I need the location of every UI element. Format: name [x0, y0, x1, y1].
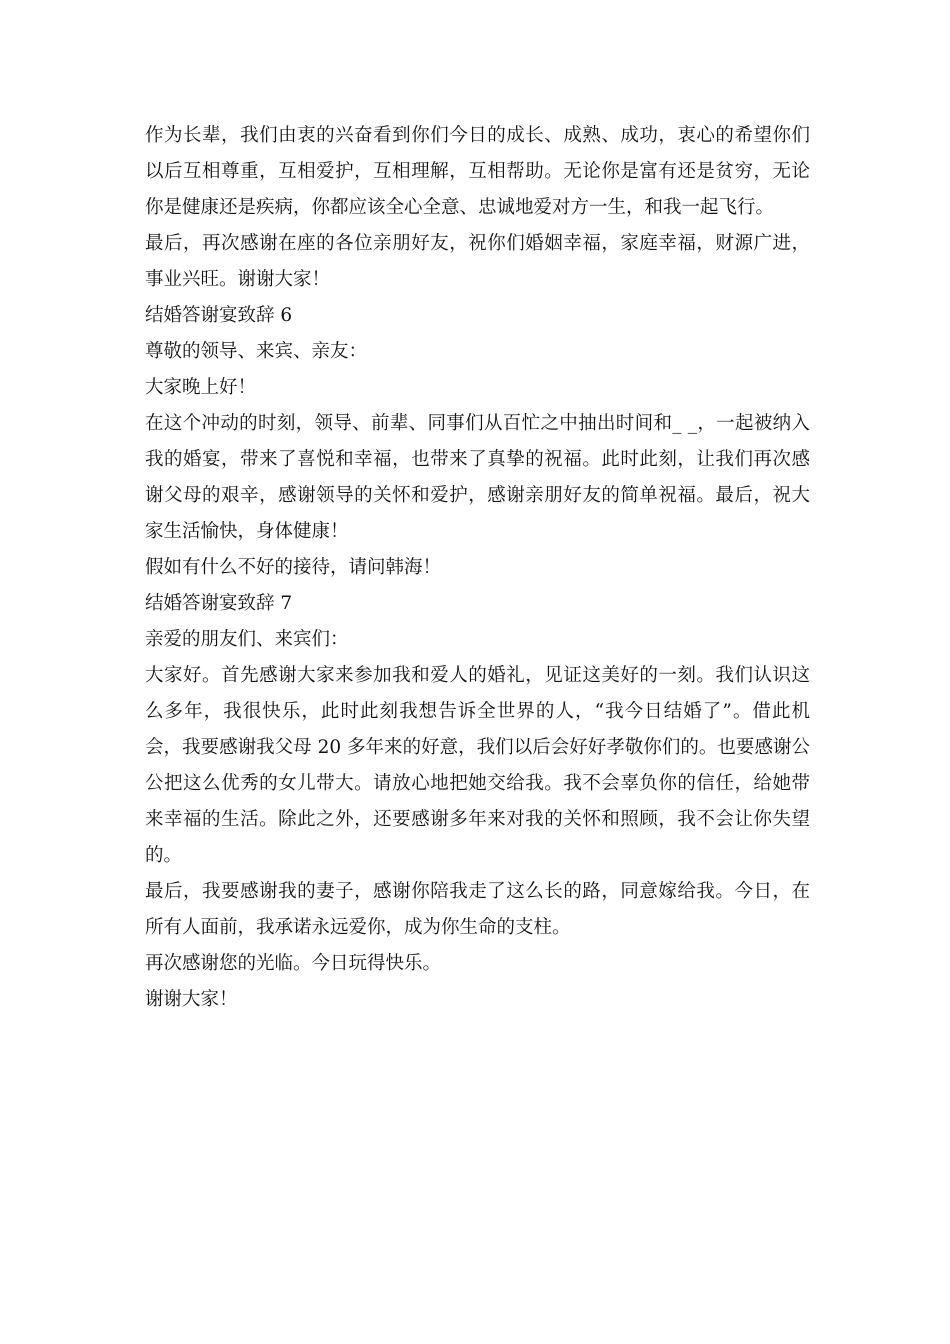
salutation-6: 尊敬的领导、来宾、亲友： [145, 341, 368, 362]
paragraph-speech-6: 在这个冲动的时刻，领导、前辈、同事们从百忙之中抽出时间和_ _，一起被纳入我的婚宴，带来了喜悦和幸福，也带来了真挚的祝福。此时此刻，让我们再次感谢父母的艰辛，感谢领导的关怀和爱护，感谢亲朋好友的简单祝福。最后，祝大家生活愉快，身体健康！ [145, 413, 810, 542]
paragraph-closing-thanks: 最后，再次感谢在座的各位亲朋好友，祝你们婚姻幸福，家庭幸福，财源广进，事业兴旺。谢谢大家！ [145, 233, 810, 290]
document-body [145, 118, 810, 1018]
section-heading-7: 结婚答谢宴致辞 7 [145, 593, 293, 614]
paragraph-thank-you-7: 谢谢大家！ [145, 989, 238, 1010]
paragraph-elder-wishes: 作为长辈，我们由衷的兴奋看到你们今日的成长、成熟、成功，衷心的希望你们以后互相尊重，互相爱护，互相理解，互相帮助。无论你是富有还是贫穷，无论你是健康还是疾病，你都应该全心全意、忠诚地爱对方一生，和我一起飞行。 [145, 125, 810, 218]
section-heading-6: 结婚答谢宴致辞 6 [145, 305, 293, 326]
paragraph-final-thanks-7: 再次感谢您的光临。今日玩得快乐。 [145, 953, 442, 974]
salutation-7: 亲爱的朋友们、来宾们： [145, 629, 349, 650]
greeting-6: 大家晚上好！ [145, 377, 257, 398]
paragraph-apology-6: 假如有什么不好的接待，请问韩海！ [145, 557, 442, 578]
paragraph-wife-thanks-7: 最后，我要感谢我的妻子，感谢你陪我走了这么长的路，同意嫁给我。今日，在所有人面前，我承诺永远爱你，成为你生命的支柱。 [145, 881, 810, 938]
paragraph-speech-7: 大家好。首先感谢大家来参加我和爱人的婚礼，见证这美好的一刻。我们认识这么多年，我很快乐，此时此刻我想告诉全世界的人，“我今日结婚了”。借此机会，我要感谢我父母 20 多年来的好意，我们以后会好好孝敬你们的。也要感谢公公把这么优秀的女儿带大。请放心地把她交给我。我不会辜负你的信任，给她带来幸福的生活。除此之外，还要感谢多年来对我的关怀和照顾，我不会让你失望的。 [145, 665, 810, 866]
